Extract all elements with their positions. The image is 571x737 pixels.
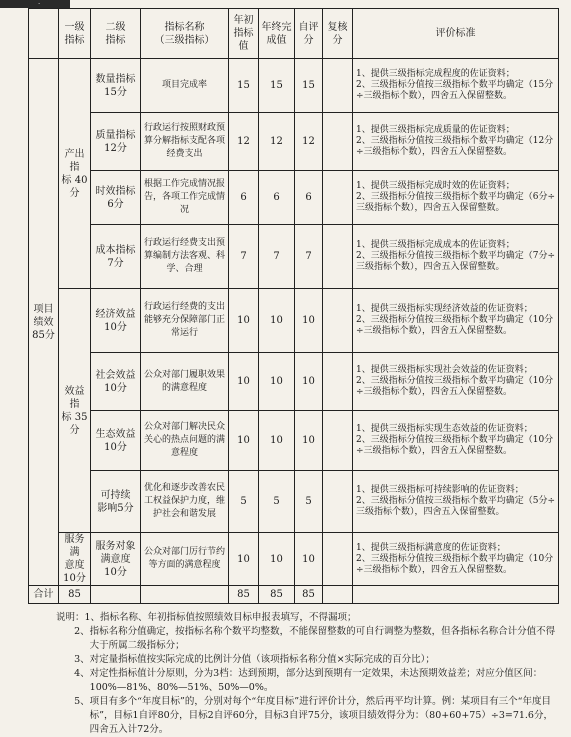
self-score: 6 (295, 171, 323, 225)
indicator-name: 公众对部门解决民众关心的热点问题的满意程度 (141, 411, 229, 471)
header-level1: 一级 指标 (59, 9, 91, 59)
project-performance-cell: 项目 绩效 85分 (29, 59, 59, 586)
total-self: 85 (295, 586, 323, 604)
level2-indicator: 质量指标 12分 (91, 113, 141, 171)
total-final: 85 (259, 586, 295, 604)
header-blank (29, 9, 59, 59)
criteria-text: 1、提供三级指标完成质量的佐证资料； 2、三级指标分值按三级指标个数平均确定（12分÷三级指标个数），四舍五入保留整数。 (353, 113, 559, 171)
initial-value: 10 (229, 411, 259, 471)
initial-value: 10 (229, 353, 259, 411)
header-review-score: 复核 分 (323, 9, 353, 59)
header-final-value: 年终完 成值 (259, 9, 295, 59)
header-row (29, 9, 559, 59)
note-item (56, 625, 561, 653)
note-item (56, 611, 561, 625)
indicator-name: 行政运行经费的支出能够充分保障部门正常运行 (141, 289, 229, 353)
level2-indicator: 经济效益 10分 (91, 289, 141, 353)
initial-value: 7 (229, 225, 259, 289)
review-score (323, 289, 353, 353)
self-score: 10 (295, 289, 323, 353)
final-value: 15 (259, 59, 295, 113)
group-satisfaction-cell: 服务满 意度 10分 (59, 533, 91, 586)
level2-indicator: 时效指标 6分 (91, 171, 141, 225)
total-label: 合计 (29, 586, 59, 604)
self-score: 10 (295, 411, 323, 471)
indicator-name: 项目完成率 (141, 59, 229, 113)
note-number: 说明：1、 (56, 612, 101, 623)
final-value: 12 (259, 113, 295, 171)
self-score: 10 (295, 353, 323, 411)
criteria-text: 1、提供三级指标实现经济效益的佐证资料； 2、三级指标分值按三级指标个数平均确定（10分÷三级指标个数），四舍五入保留整数。 (353, 289, 559, 353)
table-row (29, 411, 559, 471)
self-score: 10 (295, 533, 323, 586)
top-left-dark-edge (0, 0, 70, 8)
final-value: 10 (259, 411, 295, 471)
total-blank-1 (91, 586, 141, 604)
level2-indicator: 成本指标 7分 (91, 225, 141, 289)
final-value: 5 (259, 471, 295, 533)
table-row (29, 289, 559, 353)
table-row (29, 113, 559, 171)
header-criteria: 评价标准 (353, 9, 559, 59)
header-indicator-name: 指标名称 （三级指标） (141, 9, 229, 59)
group-benefit-cell: 效益指 标 35 分 (59, 289, 91, 533)
level2-indicator: 可持续 影响5分 (91, 471, 141, 533)
initial-value: 15 (229, 59, 259, 113)
note-text: 指标名称、年初指标值按照绩效目标申报表填写，不得漏项； (100, 612, 357, 623)
notes-section (56, 611, 561, 737)
note-item (56, 695, 561, 737)
initial-value: 10 (229, 289, 259, 353)
review-score (323, 113, 353, 171)
indicator-name: 优化和逐步改善农民工权益保护力度，维护社会和谐发展 (141, 471, 229, 533)
table-row (29, 471, 559, 533)
header-level2: 二级 指标 (91, 9, 141, 59)
self-score: 15 (295, 59, 323, 113)
review-score (323, 171, 353, 225)
final-value: 7 (259, 225, 295, 289)
evaluation-table (28, 8, 559, 604)
review-score (323, 59, 353, 113)
indicator-name: 公众对部门履职效果的满意程度 (141, 353, 229, 411)
self-score: 5 (295, 471, 323, 533)
criteria-text: 1、提供三级指标完成程度的佐证资料； 2、三级指标分值按三级指标个数平均确定（15分÷三级指标个数），四舍五入保留整数。 (353, 59, 559, 113)
final-value: 6 (259, 171, 295, 225)
corner-label: · (38, 0, 41, 8)
criteria-text: 1、提供三级指标实现社会效益的佐证资料； 2、三级指标分值按三级指标个数平均确定（10分÷三级指标个数），四舍五入保留整数。 (353, 353, 559, 411)
note-item (56, 667, 561, 695)
table-row (29, 225, 559, 289)
header-initial-value: 年初 指标 值 (229, 9, 259, 59)
table-row (29, 59, 559, 113)
total-blank-2 (141, 586, 229, 604)
indicator-name: 行政运行经费支出预算编制方法客观、科学、合理 (141, 225, 229, 289)
table-row (29, 533, 559, 586)
header-self-score: 自评 分 (295, 9, 323, 59)
self-score: 12 (295, 113, 323, 171)
total-criteria (353, 586, 559, 604)
indicator-name: 公众对部门厉行节约等方面的满意程度 (141, 533, 229, 586)
note-text: 对定量指标值按实际完成的比例计分值（该项指标名称分值×实际完成的百分比）； (89, 654, 435, 665)
level2-indicator: 社会效益 10分 (91, 353, 141, 411)
total-row (29, 586, 559, 604)
note-number: 5、 (56, 696, 90, 707)
initial-value: 10 (229, 533, 259, 586)
initial-value: 6 (229, 171, 259, 225)
final-value: 10 (259, 533, 295, 586)
review-score (323, 353, 353, 411)
final-value: 10 (259, 289, 295, 353)
indicator-name: 行政运行按照财政预算分解指标支配各项经费支出 (141, 113, 229, 171)
total-review (323, 586, 353, 604)
note-number: 3、 (56, 654, 90, 665)
criteria-text: 1、提供三级指标实现生态效益的佐证资料； 2、三级指标分值按三级指标个数平均确定（10分÷三级指标个数），四舍五入保留整数。 (353, 411, 559, 471)
group-output-cell: 产出指 标 40 分 (59, 59, 91, 289)
note-number: 4、 (56, 668, 90, 679)
review-score (323, 471, 353, 533)
level2-indicator: 数量指标 15分 (91, 59, 141, 113)
criteria-text: 1、提供三级指标完成时效的佐证资料； 2、三级指标分值按三级指标个数平均确定（6分÷三级指标个数），四舍五入保留整数。 (353, 171, 559, 225)
level2-indicator: 服务对象 满意度 10分 (91, 533, 141, 586)
initial-value: 12 (229, 113, 259, 171)
note-text: 指标名称分值确定，按指标名称个数平均整数，不能保留整数的可自行调整为整数，但各指标名称合计分值不得大于所属二级指标分； (89, 626, 556, 651)
review-score (323, 225, 353, 289)
indicator-name: 根据工作完成情况报告，各项工作完成情况 (141, 171, 229, 225)
final-value: 10 (259, 353, 295, 411)
review-score (323, 411, 353, 471)
criteria-text: 1、提供三级指标满意度的佐证资料； 2、三级指标分值按三级指标个数平均确定（10分÷三级指标个数），四舍五入保留整数。 (353, 533, 559, 586)
level2-indicator: 生态效益 10分 (91, 411, 141, 471)
table-row (29, 171, 559, 225)
criteria-text: 1、提供三级指标完成成本的佐证资料； 2、三级指标分值按三级指标个数平均确定（7分÷三级指标个数），四舍五入保留整数。 (353, 225, 559, 289)
total-initial: 85 (229, 586, 259, 604)
note-item (56, 653, 561, 667)
note-number: 2、 (56, 626, 90, 637)
note-text: 对定性指标值计分原则，分为3档：达到预期，部分达到预期有一定效果，未达预期效益差；对应分值区间：100%—81%、80%—51%、50%—0%。 (89, 668, 543, 693)
self-score: 7 (295, 225, 323, 289)
criteria-text: 1、提供三级指标可持续影响的佐证资料； 2、三级指标分值按三级指标个数平均确定（5分÷三级指标个数），四舍五入保留整数。 (353, 471, 559, 533)
note-text: 项目有多个“年度目标”的，分别对每个“年度目标”进行评价计分，然后再平均计算。例：某项目有三个“年度目标”，目标1自评80分，目标2自评60分，目标3自评75分，该项目绩效得分为：（80+60+75）÷3=71.6分，四舍五入计72分。 (89, 696, 553, 735)
total-level1: 85 (59, 586, 91, 604)
review-score (323, 533, 353, 586)
initial-value: 5 (229, 471, 259, 533)
table-row (29, 353, 559, 411)
